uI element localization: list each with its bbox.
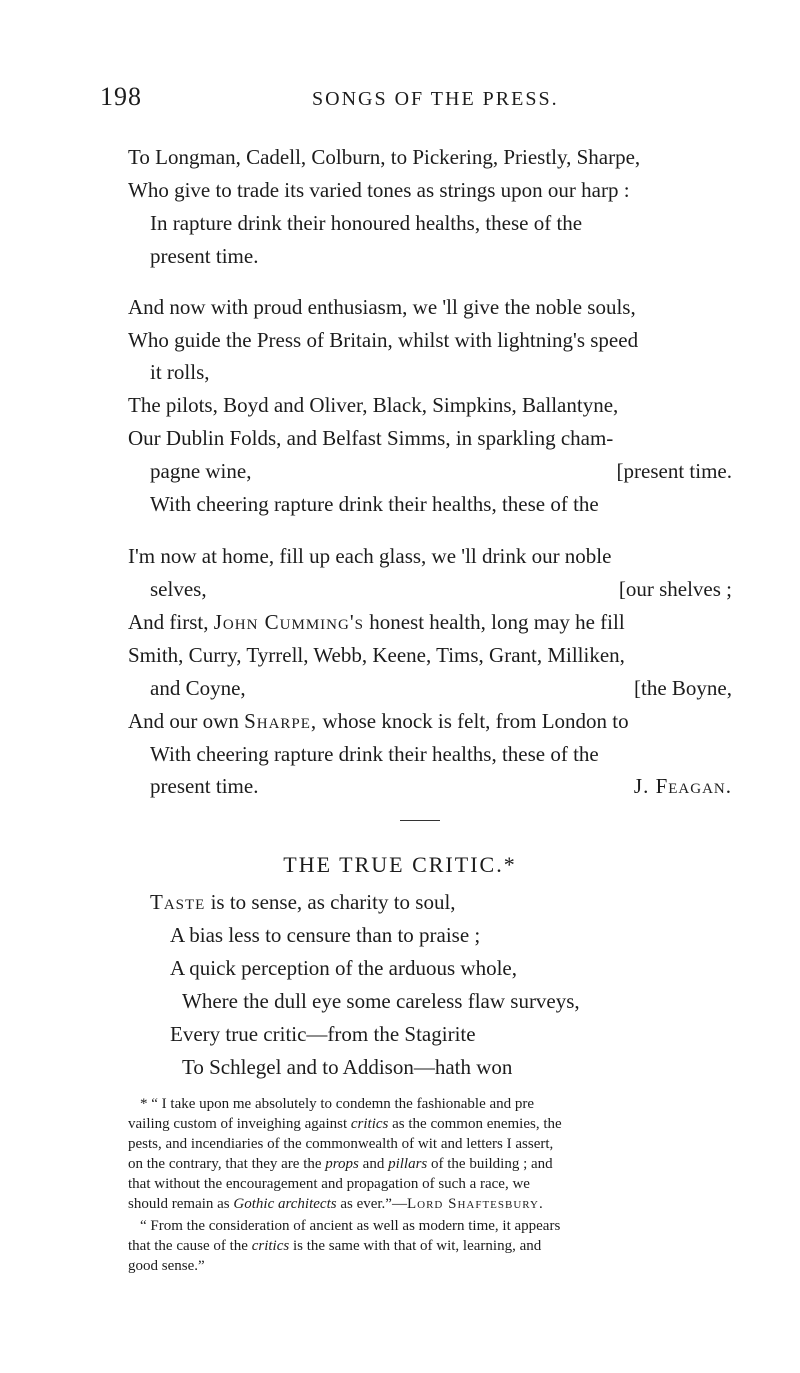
footnote-line-4	[128, 1157, 553, 1172]
stanza2-line-7: With cheering rapture drink their healths, these of the	[150, 492, 599, 516]
page-header	[100, 82, 720, 116]
stanza3-line-4: Smith, Curry, Tyrrell, Webb, Keene, Tims, Grant, Milliken,	[128, 643, 625, 667]
stanza3-line-6-start: And our own	[128, 709, 239, 733]
footnote-attribution: Lord Shaftesbury.	[406, 1196, 544, 1212]
stanza2-line-3: it rolls,	[150, 360, 210, 384]
poem-line-6: To Schlegel and to Addison—hath won	[182, 1055, 513, 1079]
stanza2-turnover: [present time.	[616, 459, 732, 483]
footnote-line-6	[128, 1197, 544, 1212]
stanza2-line-2: Who guide the Press of Britain, whilst with lightning's speed	[128, 328, 639, 352]
poem-first-word: Taste	[150, 890, 206, 914]
stanza2-line-1: And now with proud enthusiasm, we 'll give the noble souls,	[128, 295, 636, 319]
footnote-line-2	[128, 1117, 562, 1132]
stanza1-line-3: In rapture drink their honoured healths, these of the	[150, 211, 583, 235]
stanza2-line-5: Our Dublin Folds, and Belfast Simms, in sparkling cham-	[128, 426, 614, 450]
poem-line-1	[150, 892, 456, 913]
footnote-line-3: pests, and incendiaries of the commonwealth of wit and letters I assert,	[128, 1136, 554, 1152]
running-title: SONGS OF THE PRESS.	[312, 88, 559, 110]
stanza3-line-3-end: honest health, long may he fill	[369, 610, 625, 634]
person-name-sharpe: Sharpe,	[244, 709, 318, 733]
stanza3-line-7: With cheering rapture drink their healths, these of the	[150, 742, 599, 766]
stanza3-turnover-2: [the Boyne,	[634, 676, 732, 700]
section-divider	[400, 820, 440, 821]
stanza1-line-1: To Longman, Cadell, Colburn, to Pickering, Priestly, Sharpe,	[128, 145, 641, 169]
signature: J. Feagan.	[633, 774, 732, 798]
footnote-text: that the cause of the	[128, 1238, 248, 1254]
stanza3-line-2: selves,	[150, 577, 207, 601]
page-number: 198	[100, 82, 142, 111]
stanza3-line-6-end: whose knock is felt, from London to	[322, 709, 629, 733]
stanza3-line-1: I'm now at home, fill up each glass, we 'll drink our noble	[128, 544, 612, 568]
stanza1-line-2: Who give to trade its varied tones as strings upon our harp :	[128, 178, 630, 202]
poem-line-3: A quick perception of the arduous whole,	[170, 956, 517, 980]
footnote-text: as ever.”—	[340, 1196, 407, 1212]
poem-line-1-rest: is to sense, as charity to soul,	[210, 890, 456, 914]
footnote-italic: Gothic architects	[233, 1196, 337, 1212]
footnote-text: and	[362, 1156, 385, 1172]
poem-title: THE TRUE CRITIC.*	[283, 852, 517, 877]
stanza3-line-5: and Coyne,	[150, 676, 246, 700]
footnote-italic: critics	[251, 1238, 290, 1254]
footnote-line-8	[128, 1239, 541, 1254]
footnote-line-7: “ From the consideration of ancient as well as modern time, it appears	[140, 1218, 561, 1234]
stanza3-line-3-start: And first,	[128, 610, 209, 634]
poem-line-4: Where the dull eye some careless flaw surveys,	[182, 989, 580, 1013]
footnote-italic: critics	[350, 1116, 389, 1132]
footnote-line-5: that without the encouragement and propagation of such a race, we	[128, 1176, 530, 1192]
stanza3-line-8: present time.	[150, 774, 259, 798]
poem-line-2: A bias less to censure than to praise ;	[170, 923, 481, 947]
footnote-text: of the building ; and	[431, 1156, 553, 1172]
stanza2-line-4: The pilots, Boyd and Oliver, Black, Simpkins, Ballantyne,	[128, 393, 619, 417]
poem-line-5: Every true critic—from the Stagirite	[170, 1022, 476, 1046]
footnote-text: vailing custom of inveighing against	[128, 1116, 348, 1132]
footnote-line-1: * “ I take upon me absolutely to condemn the fashionable and pre	[140, 1096, 535, 1112]
footnote-italic: props	[325, 1156, 359, 1172]
stanza3-line-3	[128, 612, 625, 633]
stanza3-turnover-1: [our shelves ;	[618, 577, 732, 601]
footnote-text: should remain as	[128, 1196, 230, 1212]
stanza1-line-4: present time.	[150, 244, 259, 268]
stanza2-line-6: pagne wine,	[150, 459, 252, 483]
stanza3-line-6	[128, 711, 629, 732]
footnote-line-9: good sense.”	[128, 1258, 205, 1274]
footnote-text: as the common enemies, the	[392, 1116, 562, 1132]
footnote-italic: pillars	[388, 1156, 428, 1172]
person-name-john-cumming: John Cumming's	[213, 610, 364, 634]
footnote-text: on the contrary, that they are the	[128, 1156, 322, 1172]
footnote-text: is the same with that of wit, learning, and	[292, 1238, 542, 1254]
